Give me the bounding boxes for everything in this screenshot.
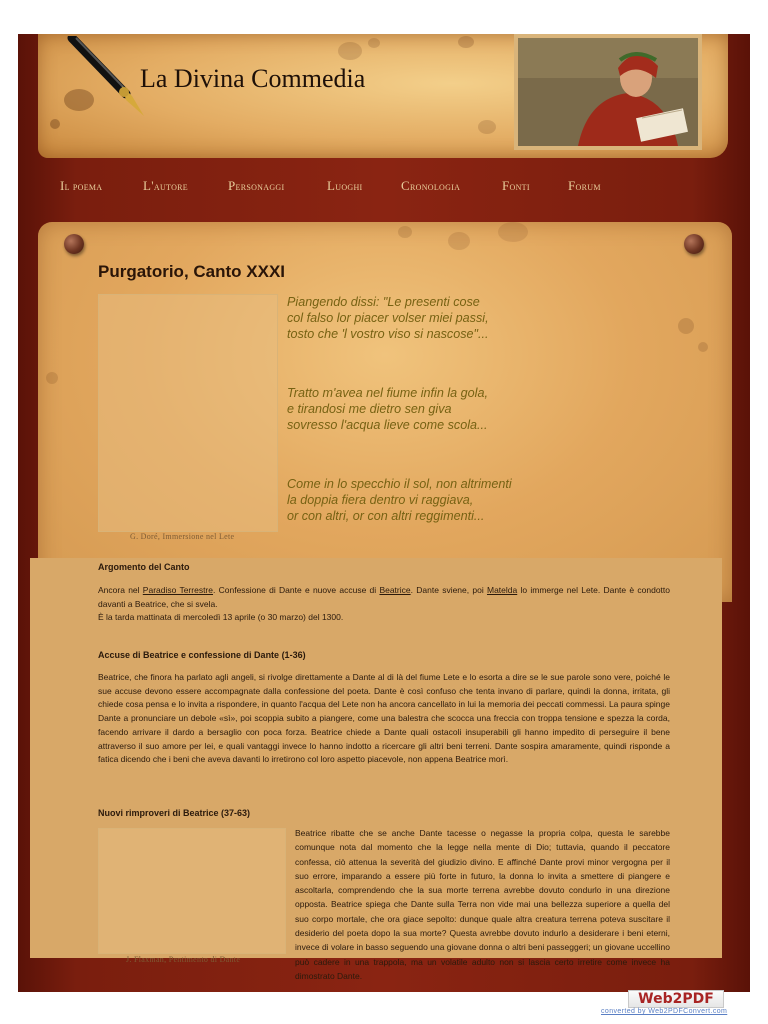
section-heading-argomento: Argomento del Canto: [98, 562, 190, 572]
accuse-paragraph: Beatrice, che finora ha parlato agli angeli, si rivolge direttamente a Dante al di là del fiume Lete e lo esorta a dire se le sue parole sono vere, poiché le sue accuse devono essere accompagnate dalla confessione del poeta. Dante è così confuso che tenta invano di parlare, quindi la donna, irritata, gli chiede cosa pensa e lo invita a rispondere, in quanto l'acqua del Lete non ha ancora cancellato in lui la memoria dei peccati commessi. La paura spinge Dante a pronunciare un debole «sì», poi scoppia subito a piangere, come una balestra che scocca una freccia con troppa tensione e spezza la corda, facendo arrivare il dardo a bersaglio con poca forza. Beatrice chiede a Dante quali ostacoli insuperabili gli hanno impedito di perseguire il bene attraverso il suo amore per lei, e quali vantaggi invece lo hanno indotto a ricercare gli altri beni terreni. Dante sospira amaramente, quindi risponde a fatica dicendo che i beni che aveva davanti lo irretirono col loro aspetto piacevole, non appena Beatrice morì.: [98, 672, 670, 765]
nav-item-lautore[interactable]: L'autore: [143, 178, 188, 193]
dante-portrait-image: [514, 34, 702, 150]
nav-item-forum[interactable]: Forum: [568, 178, 601, 193]
verse-block-2: Tratto m'avea nel fiume infin la gola, e tirandosi me dietro sen giva sovresso l'acqua lieve come scola...: [287, 386, 488, 432]
web2pdf-logo[interactable]: Web2PDF: [628, 990, 724, 1008]
page-title: Purgatorio, Canto XXXI: [98, 262, 286, 281]
nail-left-icon: [64, 234, 84, 254]
main-nav: [18, 176, 750, 200]
nav-item-personaggi[interactable]: Personaggi: [228, 178, 285, 193]
figure-caption-flaxman: J. Flaxman, Pentimento di Dante: [126, 955, 241, 964]
flaxman-illustration-image: [98, 828, 286, 954]
nav-item-luoghi[interactable]: Luoghi: [327, 178, 363, 193]
nav-item-il-poema[interactable]: Il poema: [60, 178, 103, 193]
site-title[interactable]: La Divina Commedia: [140, 64, 366, 93]
nail-right-icon: [684, 234, 704, 254]
argomento-paragraph: Ancora nel Paradiso Terrestre. Confessione di Dante e nuove accuse di Beatrice. Dante sviene, poi Matelda lo immerge nel Lete. Dante è condotto davanti a Beatrice, che si svela. È la tarda mattinata di mercoledì 13 aprile (o 30 marzo) del 1300.: [98, 585, 670, 623]
web2pdf-converted-link[interactable]: converted by Web2PDFConvert.com: [601, 1008, 728, 1015]
nav-item-fonti[interactable]: Fonti: [502, 178, 530, 193]
rimproveri-paragraph: Beatrice ribatte che se anche Dante tacesse o negasse la propria colpa, questa le sarebbe comunque nota dal momento che la legge nella mente di Dio; tuttavia, quando il peccatore confessa, ciò attenua la severità del giudizio divino. E affinché Dante provi minor vergogna per il suo errore, imparando a essere più forte in futuro, la donna lo invita a smettere di piangere e ascoltarla, comprendendo che la sua morte terrena avrebbe dovuto condurlo in una direzione opposta. Beatrice spiega che Dante sulla Terra non vide mai una bellezza superiore a quella del suo corpo mortale, che ora giace sepolto: dunque quale altra creatura terrena poteva suscitare il desiderio del poeta dopo la sua morte? Questa avrebbe dovuto indurlo a desiderare i beni eterni, invece di volare in basso seguendo una giovane donna o altri beni passeggeri; un giovane uccellino può cadere in una trappola, ma un volatile adulto non si lascia certo irretire come invece ha dimostrato Dante.: [295, 828, 670, 981]
verse-block-3: Come in lo specchio il sol, non altrimenti la doppia fiera dentro vi raggiava, or con altri, or con altri reggimenti...: [287, 477, 512, 523]
link-beatrice[interactable]: Beatrice: [379, 585, 411, 595]
figure-caption-dore: G. Doré, Immersione nel Lete: [130, 532, 235, 541]
link-paradiso-terrestre[interactable]: Paradiso Terrestre: [142, 585, 213, 595]
dore-illustration-image: [98, 294, 278, 532]
section-heading-rimproveri: Nuovi rimproveri di Beatrice (37-63): [98, 808, 251, 818]
link-matelda[interactable]: Matelda: [486, 585, 518, 595]
verse-block-1: Piangendo dissi: "Le presenti cose col falso lor piacer volser miei passi, tosto che 'l vostro viso si nascose"...: [287, 295, 489, 341]
nav-item-cronologia[interactable]: Cronologia: [401, 178, 461, 193]
section-heading-accuse: Accuse di Beatrice e confessione di Dante (1-36): [98, 650, 306, 660]
